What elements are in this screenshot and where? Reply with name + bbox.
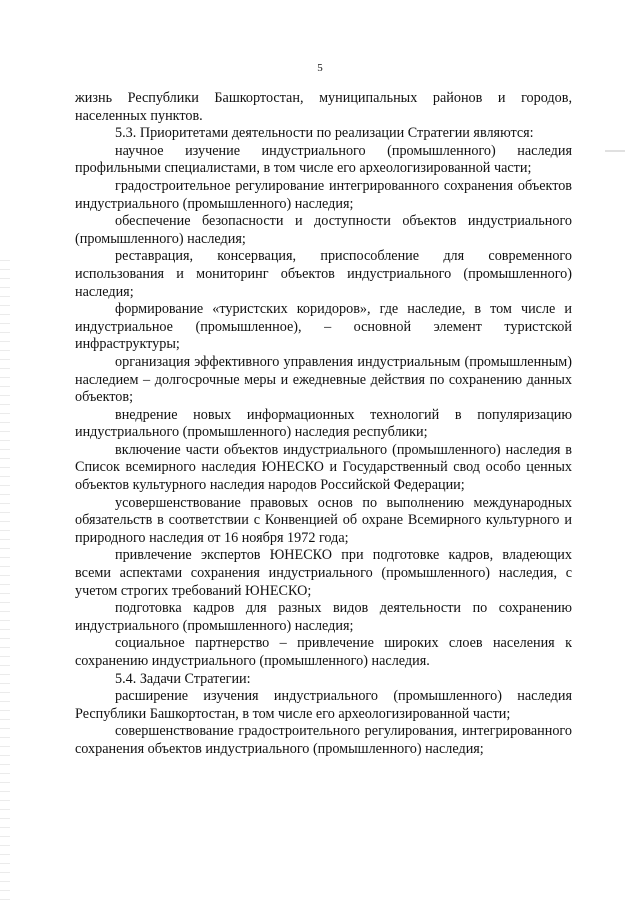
priority-item: включение части объектов индустриального (промышленного) наследия в Список всемирного наследия ЮНЕСКО и Государственный свод особо ценных объектов культурного наследия народов Российской Федерации; [75, 441, 572, 494]
task-item: расширение изучения индустриального (промышленного) наследия Республики Башкортостан, в том числе его археологизированной части; [75, 688, 572, 722]
page-number: 5 [317, 62, 323, 74]
scan-margin-mark [605, 150, 625, 152]
priority-item: организация эффективного управления индустриальным (промышленным) наследием – долгосрочные меры и ежедневные действия по сохранению данных объектов; [75, 353, 572, 406]
priority-item: подготовка кадров для разных видов деятельности по сохранению индустриального (промышленного) наследия; [75, 600, 572, 634]
priority-item: формирование «туристских коридоров», где наследие, в том числе и индустриальное (промышленное), – основной элемент туристской инфраструктуры; [75, 301, 572, 353]
scan-edge-marks [0, 260, 10, 900]
section-heading-5-3: 5.3. Приоритетами деятельности по реализации Стратегии являются: [115, 125, 534, 142]
priority-item: внедрение новых информационных технологий в популяризацию индустриального (промышленного) наследия республики; [75, 406, 572, 441]
paragraph-intro-continuation: жизнь Республики Башкортостан, муниципальных районов и городов, населенных пунктов. [75, 90, 572, 124]
priority-item: социальное партнерство – привлечение широких слоев населения к сохранению индустриального (промышленного) наследия. [75, 635, 572, 669]
document-body [75, 90, 572, 759]
priority-item: научное изучение индустриального (промышленного) наследия профильными специалистами, в том числе его археологизированной части; [75, 142, 572, 177]
priority-item: усовершенствование правовых основ по выполнению международных обязательств в соответствии с Конвенцией об охране Всемирного культурного и природного наследия от 16 ноября 1972 года; [75, 494, 572, 546]
priority-item: реставрация, консервация, приспособление для современного использования и мониторинг объектов индустриального (промышленного) наследия; [75, 248, 572, 300]
priority-item: обеспечение безопасности и доступности объектов индустриального (промышленного) наследия; [75, 213, 572, 247]
section-heading-5-4: 5.4. Задачи Стратегии: [115, 670, 251, 687]
task-item: совершенствование градостроительного регулирования, интегрированного сохранения объектов индустриального (промышленного) наследия; [75, 723, 572, 757]
priority-item: градостроительное регулирование интегрированного сохранения объектов индустриального (промышленного) наследия; [75, 177, 572, 212]
priority-item: привлечение экспертов ЮНЕСКО при подготовке кадров, владеющих всеми аспектами сохранения индустриального (промышленного) наследия, с учетом строгих требований ЮНЕСКО; [75, 547, 572, 599]
